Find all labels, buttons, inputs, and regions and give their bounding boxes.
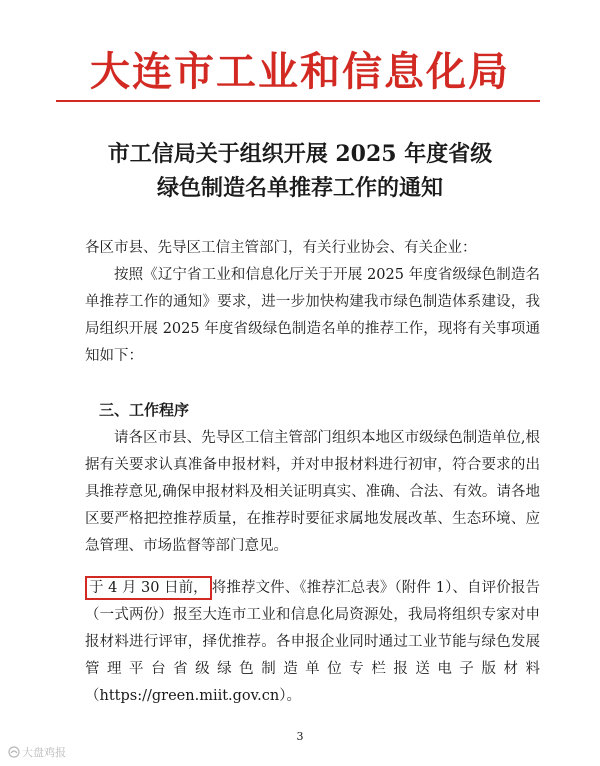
watermark-text: 大盘鸡报 (22, 746, 66, 759)
watermark-logo-icon (8, 746, 20, 761)
red-divider (56, 100, 540, 102)
agency-masthead: 大连市工业和信息化局 (90, 48, 510, 95)
paragraph-intro: 按照《辽宁省工业和信息化厅关于开展 2025 年度省级绿色制造名单推荐工作的通知》要求，进一步加快构建我市绿色制造体系建设，我局组织开展 2025 年度省级绿色制造名单的推荐工作，现将有关事项通知如下： (85, 267, 540, 364)
paragraph-procedure: 请各区市县、先导区工信主管部门组织本地区市级绿色制造单位,根据有关要求认真准备申报材料，并对申报材料进行初审，符合要求的出具推荐意见,确保申报材料及相关证明真实、准确、合法、有效。请各地区要严格把控推荐质量，在推荐时要征求属地发展改革、生态环境、应急管理、市场监督等部门意见。 (85, 430, 540, 554)
page-number: 3 (296, 730, 304, 743)
section-heading: 三、工作程序 (99, 401, 190, 419)
paragraph-deadline-text: 将推荐文件、《推荐汇总表》（附件 1）、自评价报告（一式两份）报至大连市工业和信息化局资源处，我局将组织专家对申报材料进行评审，择优推荐。各申报企业同时通过工业节能与绿色发展管理平台省级绿色制造单位专栏报送电子版材料（https://green.miit.gov.cn）。 (85, 580, 540, 704)
title-line-1: 市工信局关于组织开展 2025 年度省级 (107, 141, 493, 167)
watermark (8, 744, 66, 761)
deadline-highlight: 于 4 月 30 日前， (85, 576, 212, 600)
title-line-2: 绿色制造名单推荐工作的通知 (156, 175, 443, 201)
paragraph-deadline (85, 575, 540, 710)
salutation: 各区市县、先导区工信主管部门，有关行业协会、有关企业： (85, 240, 477, 256)
document-title (0, 137, 600, 205)
